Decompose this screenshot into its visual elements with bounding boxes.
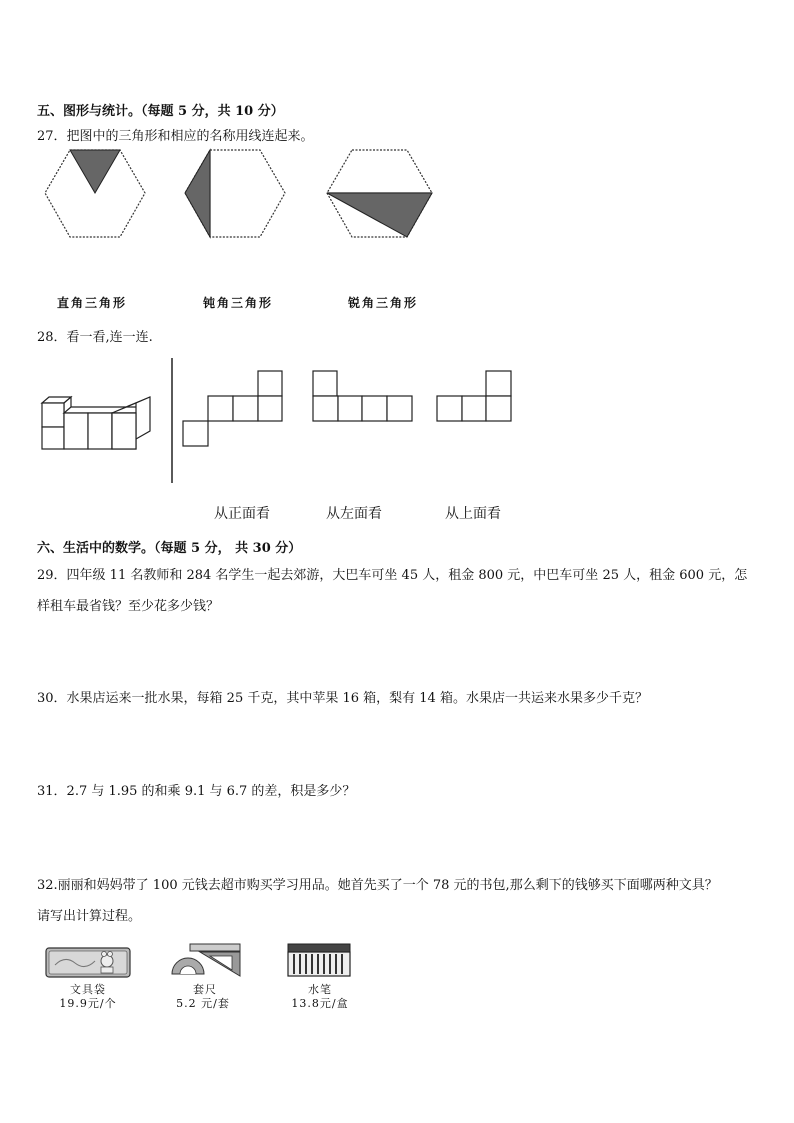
q30-text: 30．水果店运来一批水果，每箱 25 千克，其中苹果 16 箱，梨有 14 箱。水果店一共运来水果多少千克？ bbox=[37, 691, 648, 706]
q31-text: 31．2.7 与 1.95 的和乘 9.1 与 6.7 的差，积是多少？ bbox=[37, 784, 356, 799]
pen-box-icon bbox=[285, 942, 355, 980]
hexagon-figure-2 bbox=[180, 145, 290, 245]
ruler-set-icon bbox=[170, 942, 250, 980]
q29-line1: 29．四年级 11 名教师和 284 名学生一起去郊游，大巴车可坐 45 人，租金 800 元，中巴车可坐 25 人，租金 600 元，怎 bbox=[37, 568, 748, 583]
item-price-ruler-set: 5.2 元/套 bbox=[176, 997, 230, 1010]
item-name-pen-box: 水笔 bbox=[308, 983, 332, 996]
cube-figure bbox=[40, 395, 155, 450]
label-acute-triangle: 锐角三角形 bbox=[348, 296, 419, 310]
divider-line bbox=[170, 358, 174, 483]
view-label-top: 从上面看 bbox=[445, 506, 501, 522]
view-grid-1 bbox=[182, 370, 284, 448]
item-price-pencil-case: 19.9元/个 bbox=[59, 997, 117, 1010]
view-label-left: 从左面看 bbox=[326, 506, 382, 522]
q28-text: 28．看一看,连一连. bbox=[37, 330, 153, 345]
q27-text: 27．把图中的三角形和相应的名称用线连起来。 bbox=[37, 129, 314, 144]
q29-line2: 样租车最省钱？至少花多少钱？ bbox=[37, 599, 220, 614]
label-obtuse-triangle: 钝角三角形 bbox=[203, 296, 274, 310]
pencil-case-icon bbox=[45, 945, 131, 979]
label-right-triangle: 直角三角形 bbox=[57, 296, 128, 310]
view-label-front: 从正面看 bbox=[214, 506, 270, 522]
view-grid-3 bbox=[436, 370, 514, 423]
hexagon-figure-3 bbox=[322, 145, 437, 245]
item-price-pen-box: 13.8元/盒 bbox=[291, 997, 349, 1010]
section6-heading: 六、生活中的数学。（每题 5 分， 共 30 分） bbox=[37, 541, 302, 556]
item-name-ruler-set: 套尺 bbox=[193, 983, 217, 996]
q32-line2: 请写出计算过程。 bbox=[37, 909, 142, 924]
q32-line1: 32.丽丽和妈妈带了 100 元钱去超市购买学习用品。她首先买了一个 78 元的书包,那么剩下的钱够买下面哪两种文具？ bbox=[37, 878, 718, 893]
view-grid-2 bbox=[312, 370, 414, 423]
section5-heading: 五、图形与统计。（每题 5 分，共 10 分） bbox=[37, 104, 284, 119]
hexagon-figure-1 bbox=[40, 145, 150, 245]
item-name-pencil-case: 文具袋 bbox=[70, 983, 106, 996]
